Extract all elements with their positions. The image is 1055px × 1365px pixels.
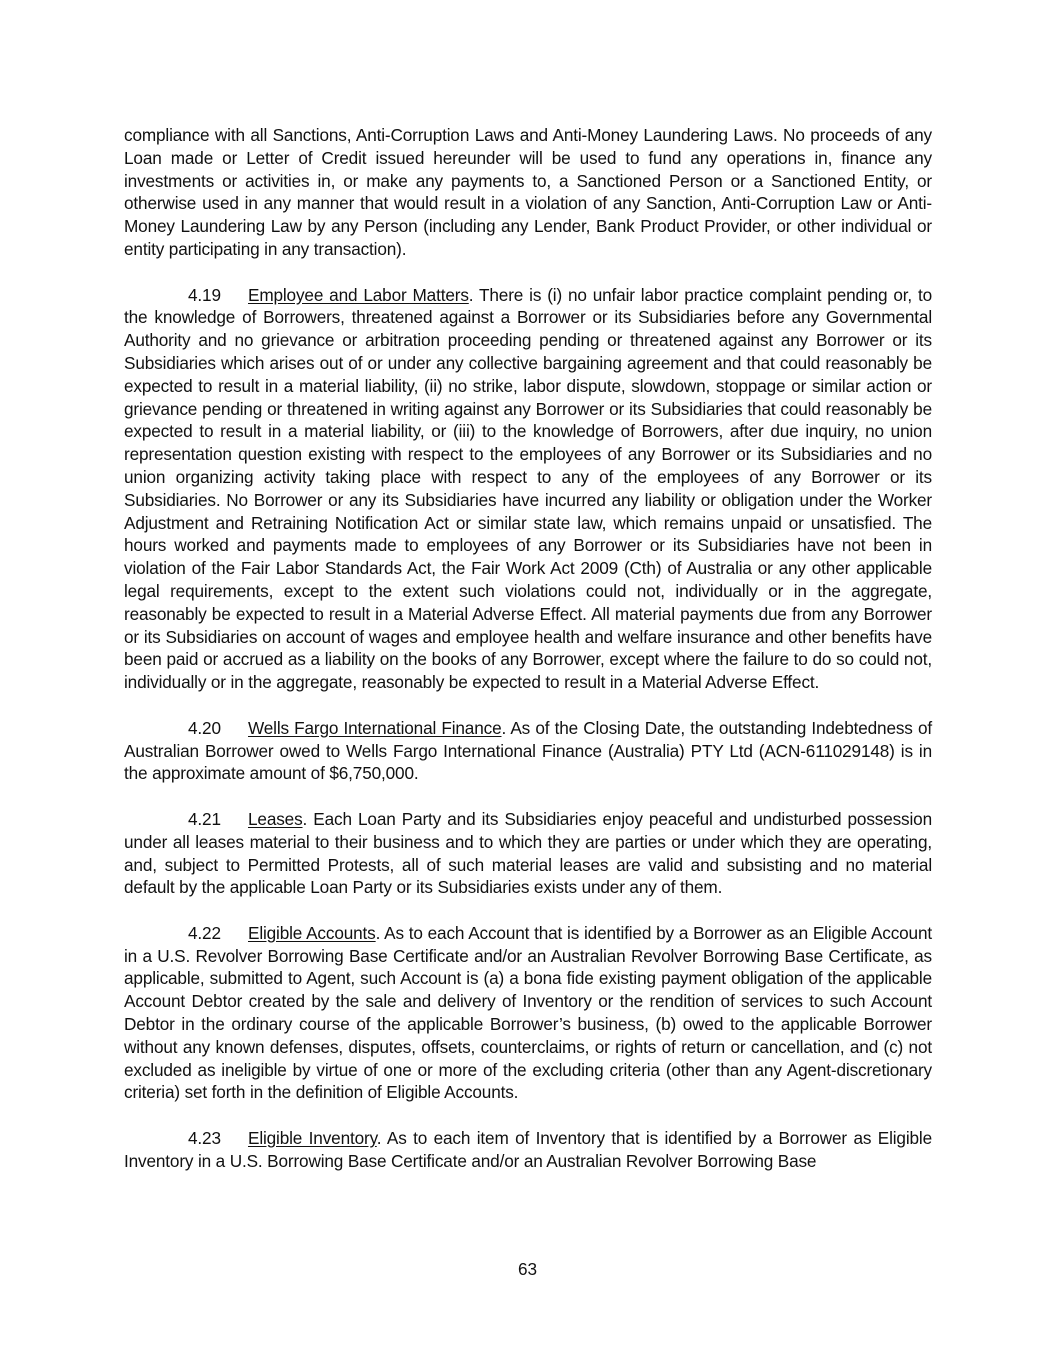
section-number: 4.22 [188,922,221,943]
section-heading: Leases [248,808,303,829]
section-number: 4.21 [188,808,221,829]
section-number: 4.20 [188,717,221,738]
section-number: 4.23 [188,1128,221,1149]
section-number: 4.19 [188,284,221,305]
section-4-22 [124,922,932,1104]
section-heading: Eligible Accounts [248,922,376,943]
document-page [124,124,932,1173]
section-body: . As to each Account that is identified by a Borrower as an Eligible Account in a U.S. Revolver Borrowing Base Certificate and/or an Australian Revolver Borrowing Base Certificate, as applicable, submitted to Agent, such Account is (a) a bona fide existing payment obligation of the applicable Account Debtor created by the sale and delivery of Inventory or the rendition of services to such Account Debtor in the ordinary course of the applicable Borrower’s business, (b) owed to the applicable Borrower without any known defenses, disputes, offsets, counterclaims, or rights of return or cancellation, and (c) not excluded as ineligible by virtue of one or more of the excluding criteria (other than any Agent-discretionary criteria) set forth in the definition of Eligible Accounts. [124,922,932,1103]
section-body: . As of the Closing Date, the outstanding Indebtedness of Australian Borrower owed to Wells Fargo International Finance (Australia) PTY Ltd (ACN-611029148) is in the approximate amount of $6,750,000. [124,717,932,784]
section-4-19 [124,284,932,694]
continuation-paragraph: compliance with all Sanctions, Anti-Corruption Laws and Anti-Money Laundering Laws. No proceeds of any Loan made or Letter of Credit issued hereunder will be used to fund any operations in, finance any investments or activities in, or make any payments to, a Sanctioned Person or a Sanctioned Entity, or otherwise used in any manner that would result in a violation of any Sanction, Anti-Corruption Law or Anti-Money Laundering Law by any Person (including any Lender, Bank Product Provider, or other individual or entity participating in any transaction). [124,125,932,259]
section-body: . Each Loan Party and its Subsidiaries enjoy peaceful and undisturbed possession under all leases material to their business and to which they are parties or under which they are operating, and, subject to Permitted Protests, all of such material leases are valid and subsisting and no material default by the applicable Loan Party or its Subsidiaries exists under any of them. [124,808,932,898]
section-4-20 [124,717,932,785]
section-4-23 [124,1127,932,1173]
section-heading: Wells Fargo International Finance [248,717,502,738]
section-4-21 [124,808,932,899]
section-body: . There is (i) no unfair labor practice complaint pending or, to the knowledge of Borrowers, threatened against a Borrower or its Subsidiaries before any Governmental Authority and no grievance or arbitration proceeding pending or threatened against any Borrower or its Subsidiaries which arises out of or under any collective bargaining agreement and that could reasonably be expected to result in a material liability, (ii) no strike, labor dispute, slowdown, stoppage or similar action or grievance pending or threatened in writing against any Borrower or its Subsidiaries that could reasonably be expected to result in a material liability, or (iii) to the knowledge of Borrowers, after due inquiry, no union representation question existing with respect to the employees of any Borrower or its Subsidiaries and no union organizing activity taking place with respect to any of the employees of any Borrower or its Subsidiaries. No Borrower or any its Subsidiaries have incurred any liability or obligation under the Worker Adjustment and Retraining Notification Act or similar state law, which remains unpaid or unsatisfied. The hours worked and payments made to employees of any Borrower or its Subsidiaries have not been in violation of the Fair Labor Standards Act, the Fair Work Act 2009 (Cth) of Australia or any other applicable legal requirements, except to the extent such violations could not, individually or in the aggregate, reasonably be expected to result in a Material Adverse Effect. All material payments due from any Borrower or its Subsidiaries on account of wages and employee health and welfare insurance and other benefits have been paid or accrued as a liability on the books of any Borrower, except where the failure to do so could not, individually or in the aggregate, reasonably be expected to result in a Material Adverse Effect. [124,284,933,693]
section-heading: Eligible Inventory [248,1128,377,1149]
section-heading: Employee and Labor Matters [248,284,469,305]
page-number: 63 [517,1259,538,1279]
section-body: . As to each item of Inventory that is identified by a Borrower as Eligible Inventory in a U.S. Borrowing Base Certificate and/or an Australian Revolver Borrowing Base [124,1128,932,1171]
